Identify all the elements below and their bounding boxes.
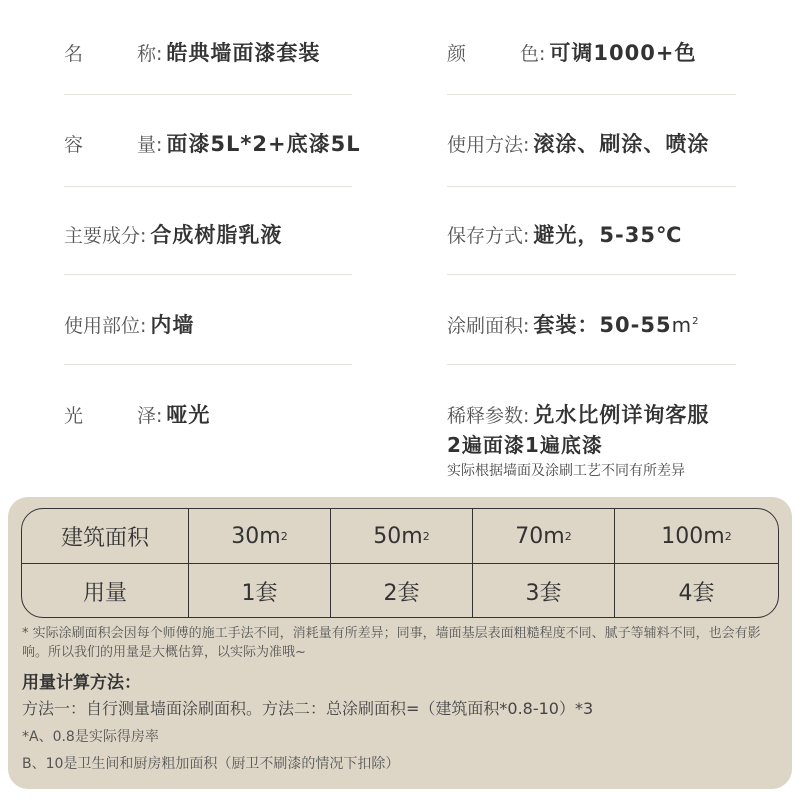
spec-capacity: 容量 : 面漆5L*2+底漆5L <box>64 128 361 158</box>
divider <box>64 364 352 365</box>
divider <box>447 186 736 187</box>
usage-table <box>21 508 779 618</box>
spec-label: 光泽 <box>64 405 156 427</box>
divider <box>64 186 352 187</box>
spec-label: 涂刷面积 <box>447 315 524 337</box>
fine-print: * 实际涂刷面积会因每个师傅的施工手法不同，消耗量有所差异；同事，墙面基层表面粗糙程度不同、腻子等辅料不同，也会有影响。所以我们的用量是大概估算，以实际为准哦~ <box>22 626 761 660</box>
spec-value: 兑水比例详询客服 <box>533 403 710 427</box>
spec-value: 哑光 <box>166 403 211 427</box>
area-cell: 50m 2 <box>331 509 473 564</box>
amount-cell: 2套 <box>331 564 473 618</box>
spec-label: 颜色 <box>447 43 539 65</box>
spec-value: 合成树脂乳液 <box>150 223 283 247</box>
divider <box>64 274 352 275</box>
spec-value <box>533 309 699 339</box>
divider <box>447 94 736 95</box>
spec-value: 可调1000+色 <box>549 41 697 65</box>
spec-area: 使用部位 : 内墙 <box>64 309 194 339</box>
divider <box>447 274 736 275</box>
amount-cell: 3套 <box>473 564 615 618</box>
coverage-value: 套装：50-55 <box>533 313 672 337</box>
spec-coverage: 涂刷面积 : 套装：$50-55m^2$ <box>447 309 699 339</box>
amount-cell: 1套 <box>189 564 331 618</box>
dilution-coats: 2遍面漆1遍底漆 <box>447 433 603 457</box>
spec-storage: 保存方式 : 避光，5-35℃ <box>447 219 682 249</box>
amount-cell: 4套 <box>678 581 715 606</box>
calc-methods: 方法一：自行测量墙面涂刷面积。方法二：总涂刷面积=（建筑面积*0.8-10）*3 <box>22 699 594 718</box>
divider <box>64 94 352 95</box>
spec-ingredients: 主要成分 : 合成树脂乳液 <box>64 219 282 249</box>
coverage-unit: m <box>671 313 693 337</box>
area-cell: 30m 2 <box>189 509 331 564</box>
calc-title: 用量计算方法： <box>22 673 141 693</box>
spec-color: 颜色 : 可调1000+色 <box>447 37 696 67</box>
spec-label: 使用方法 <box>447 134 524 156</box>
spec-label: 主要成分 <box>64 225 141 247</box>
spec-gloss: 光泽 : 哑光 <box>64 399 210 429</box>
spec-value: 皓典墙面漆套装 <box>166 41 321 65</box>
spec-dilution: 稀释参数 : 兑水比例详询客服 <box>447 399 709 429</box>
spec-label: 保存方式 <box>447 225 524 247</box>
calc-note-a: *A、0.8是实际得房率 <box>22 729 159 745</box>
area-cell: 100m 2 <box>615 509 778 564</box>
spec-value: 滚涂、刷涂、喷涂 <box>533 132 710 156</box>
spec-label: 名称 <box>64 43 156 65</box>
divider <box>447 364 736 365</box>
dilution-note: 实际根据墙面及涂刷工艺不同有所差异 <box>447 463 685 479</box>
spec-value: 面漆5L*2+底漆5L <box>166 132 361 156</box>
spec-label: 使用部位 <box>64 315 141 337</box>
spec-label: 容量 <box>64 134 156 156</box>
area-cell: 70m 2 <box>473 509 615 564</box>
spec-usage-method: 使用方法 : 滚涂、刷涂、喷涂 <box>447 128 709 158</box>
table-row-label-amount: 用量 <box>22 564 189 618</box>
table-row-label-area: 建筑面积 <box>22 509 189 564</box>
spec-value: 内墙 <box>150 313 195 337</box>
spec-name: 名称 : 皓典墙面漆套装 <box>64 37 320 67</box>
coverage-unit-sup: 2 <box>692 316 700 327</box>
spec-value: 避光，5-35℃ <box>533 223 683 247</box>
spec-label: 稀释参数 <box>447 405 524 427</box>
calc-note-b: B、10是卫生间和厨房粗加面积（厨卫不刷漆的情况下扣除） <box>22 756 400 772</box>
